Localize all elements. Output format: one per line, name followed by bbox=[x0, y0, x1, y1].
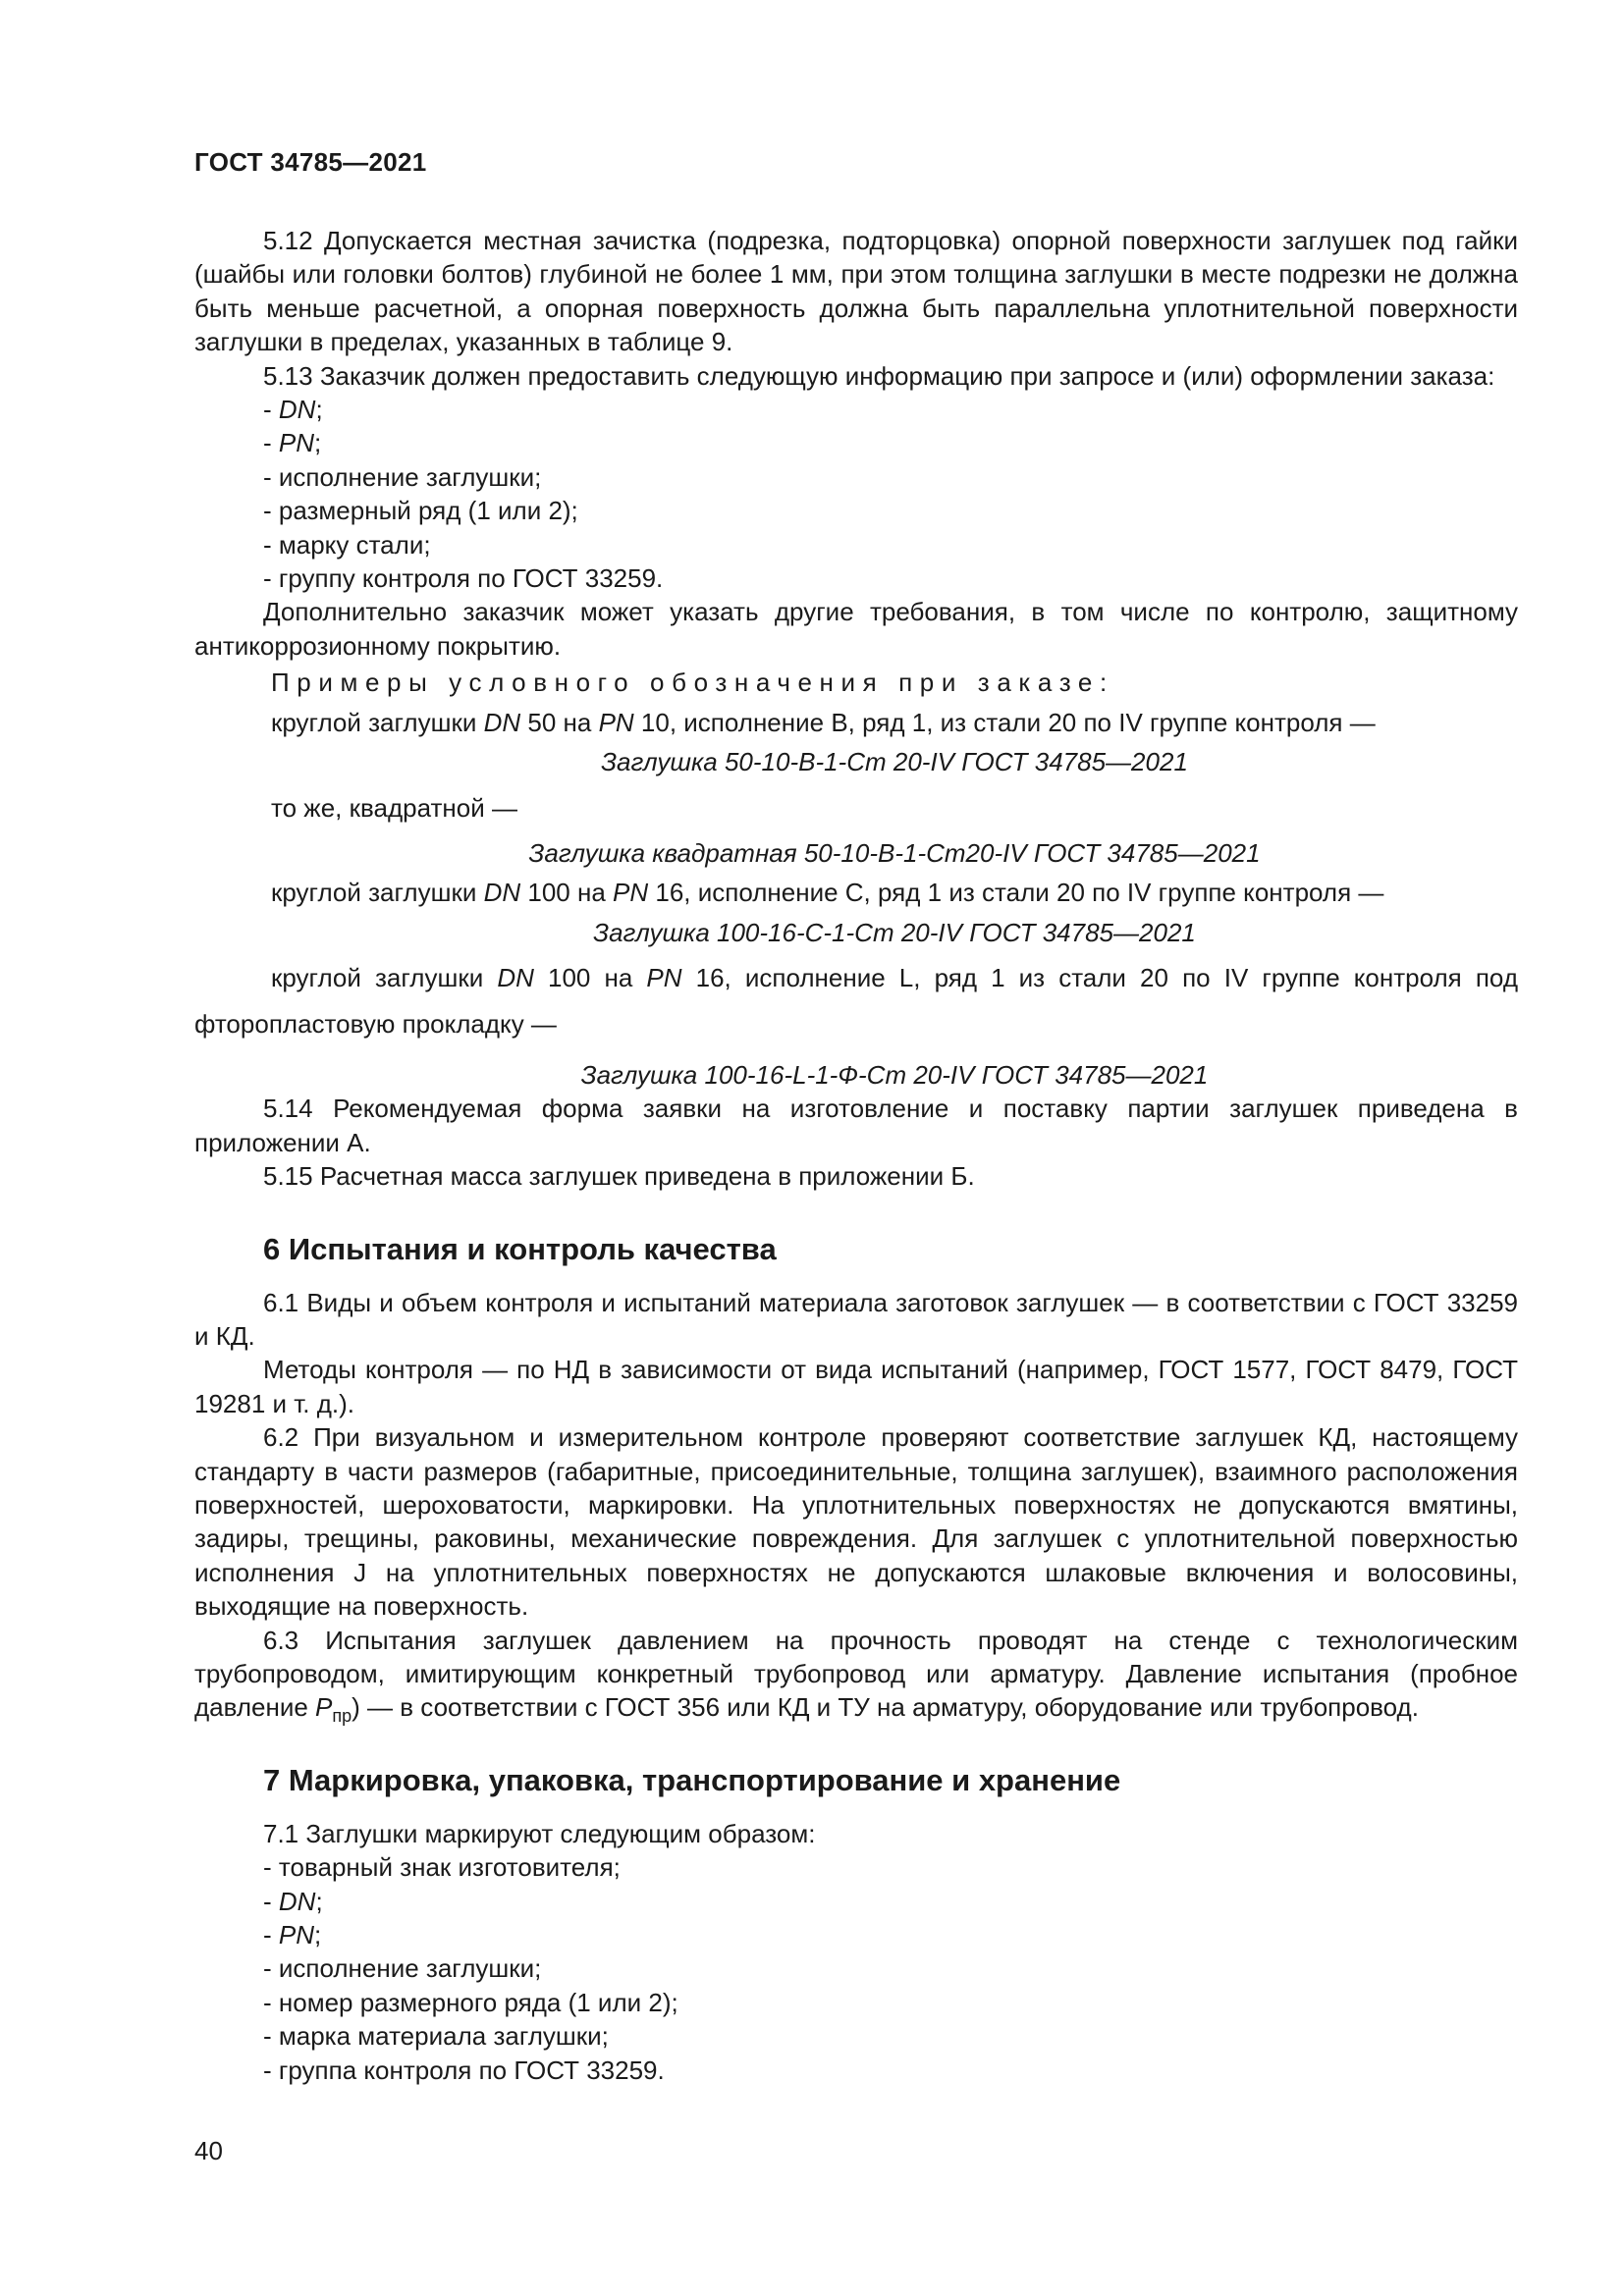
document-code-header: ГОСТ 34785—2021 bbox=[194, 147, 427, 177]
paragraph-additional-requirements: Дополнительно заказчик может указать другие требования, в том числе по контролю, защитному антикоррозионному покрытию. bbox=[194, 597, 1518, 661]
list-item-pn: - PN; bbox=[263, 428, 322, 458]
list-item: - марку стали; bbox=[263, 529, 431, 560]
example-4-designation: Заглушка 100-16-L-1-Ф-Ст 20-IV ГОСТ 34785—2021 bbox=[580, 1059, 1209, 1090]
list-item-dn: - DN; bbox=[263, 395, 323, 425]
paragraph-6-3: 6.3 Испытания заглушек давлением на прочность проводят на стенде с технологическим трубопроводом, имитирующим конкретный трубопровод или арматуру. Давление испытания (пробное давление $P_{пр}$) — в соответствии с ГОСТ 356 или КД и ТУ на арматуру, оборудование или трубопровод. bbox=[194, 1625, 1518, 1727]
paragraph-control-methods: Методы контроля — по НД в зависимости от вида испытаний (например, ГОСТ 1577, ГОСТ 8479, ГОСТ 19281 и т. д.). bbox=[194, 1355, 1518, 1418]
paragraph-5-12: 5.12 Допускается местная зачистка (подрезка, подторцовка) опорной поверхности заглушек под гайки (шайбы или головки болтов) глубиной не более 1 мм, при этом толщина заглушки в месте подрезки не должна быть меньше расчетной, а опорная поверхность должна быть параллельна уплотнительной поверхности заглушки в пределах, указанных в таблице 9. bbox=[194, 226, 1518, 357]
example-2-text: то же, квадратной — bbox=[271, 792, 517, 823]
paragraph-6-2: 6.2 При визуальном и измерительном контроле проверяют соответствие заглушек КД, настоящему стандарту в части размеров (габаритные, присоединительные, толщина заглушек), взаимного расположения поверхностей, шероховатости, маркировки. На уплотнительных поверхностях не допускаются вмятины, задиры, трещины, раковины, механические повреждения. Для заглушек с уплотнительной поверхностью исполнения J на уплотнительных поверхностях не допускаются шлаковые включения и волосовины, выходящие на поверхность. bbox=[194, 1422, 1518, 1622]
example-4-text-continued: фторопластовую прокладку — bbox=[194, 1008, 557, 1039]
example-1-designation: Заглушка 50-10-В-1-Ст 20-IV ГОСТ 34785—2021 bbox=[601, 747, 1188, 777]
examples-label: Примеры условного обозначения при заказе: bbox=[271, 667, 1114, 698]
example-2-designation: Заглушка квадратная 50-10-В-1-Ст20-IV ГОСТ 34785—2021 bbox=[528, 837, 1261, 868]
paragraph-5-14: 5.14 Рекомендуемая форма заявки на изготовление и поставку партии заглушек приведена в приложении А. bbox=[194, 1094, 1518, 1157]
list-item-trademark: - товарный знак изготовителя; bbox=[263, 1852, 621, 1883]
list-item: - исполнение заглушки; bbox=[263, 461, 542, 492]
page-number: 40 bbox=[194, 2136, 223, 2165]
paragraph-5-13: 5.13 Заказчик должен предоставить следующую информацию при запросе и (или) оформлении заказа: bbox=[263, 360, 1495, 391]
list-item-dn: - DN; bbox=[263, 1886, 323, 1916]
paragraph-5-15: 5.15 Расчетная масса заглушек приведена в приложении Б. bbox=[263, 1161, 975, 1192]
example-4-text: круглой заглушки DN 100 на PN 16, исполнение L, ряд 1 из стали 20 по IV группе контроля под bbox=[271, 963, 1518, 993]
list-item: - размерный ряд (1 или 2); bbox=[263, 496, 578, 526]
list-item: - группа контроля по ГОСТ 33259. bbox=[263, 2055, 665, 2085]
paragraph-7-1: 7.1 Заглушки маркируют следующим образом: bbox=[263, 1818, 816, 1848]
list-item: - марка материала заглушки; bbox=[263, 2021, 609, 2052]
list-item: - исполнение заглушки; bbox=[263, 1953, 542, 1984]
example-1-text: круглой заглушки DN 50 на PN 10, исполнение B, ряд 1, из стали 20 по IV группе контроля — bbox=[271, 707, 1376, 737]
text-body bbox=[194, 224, 1518, 2087]
list-item: - группу контроля по ГОСТ 33259. bbox=[263, 563, 664, 594]
paragraph-6-1: 6.1 Виды и объем контроля и испытаний материала заготовок заглушек — в соответствии с ГОСТ 33259 и КД. bbox=[194, 1287, 1518, 1351]
section-6-heading: 6 Испытания и контроль качества bbox=[263, 1231, 777, 1266]
list-item-pn: - PN; bbox=[263, 1920, 322, 1950]
example-3-designation: Заглушка 100-16-С-1-Ст 20-IV ГОСТ 34785—2021 bbox=[593, 917, 1196, 947]
list-item: - номер размерного ряда (1 или 2); bbox=[263, 1987, 678, 2017]
section-7-heading: 7 Маркировка, упаковка, транспортирование и хранение bbox=[263, 1762, 1121, 1797]
example-3-text: круглой заглушки DN 100 на PN 16, исполнение C, ряд 1 из стали 20 по IV группе контроля — bbox=[271, 878, 1384, 908]
